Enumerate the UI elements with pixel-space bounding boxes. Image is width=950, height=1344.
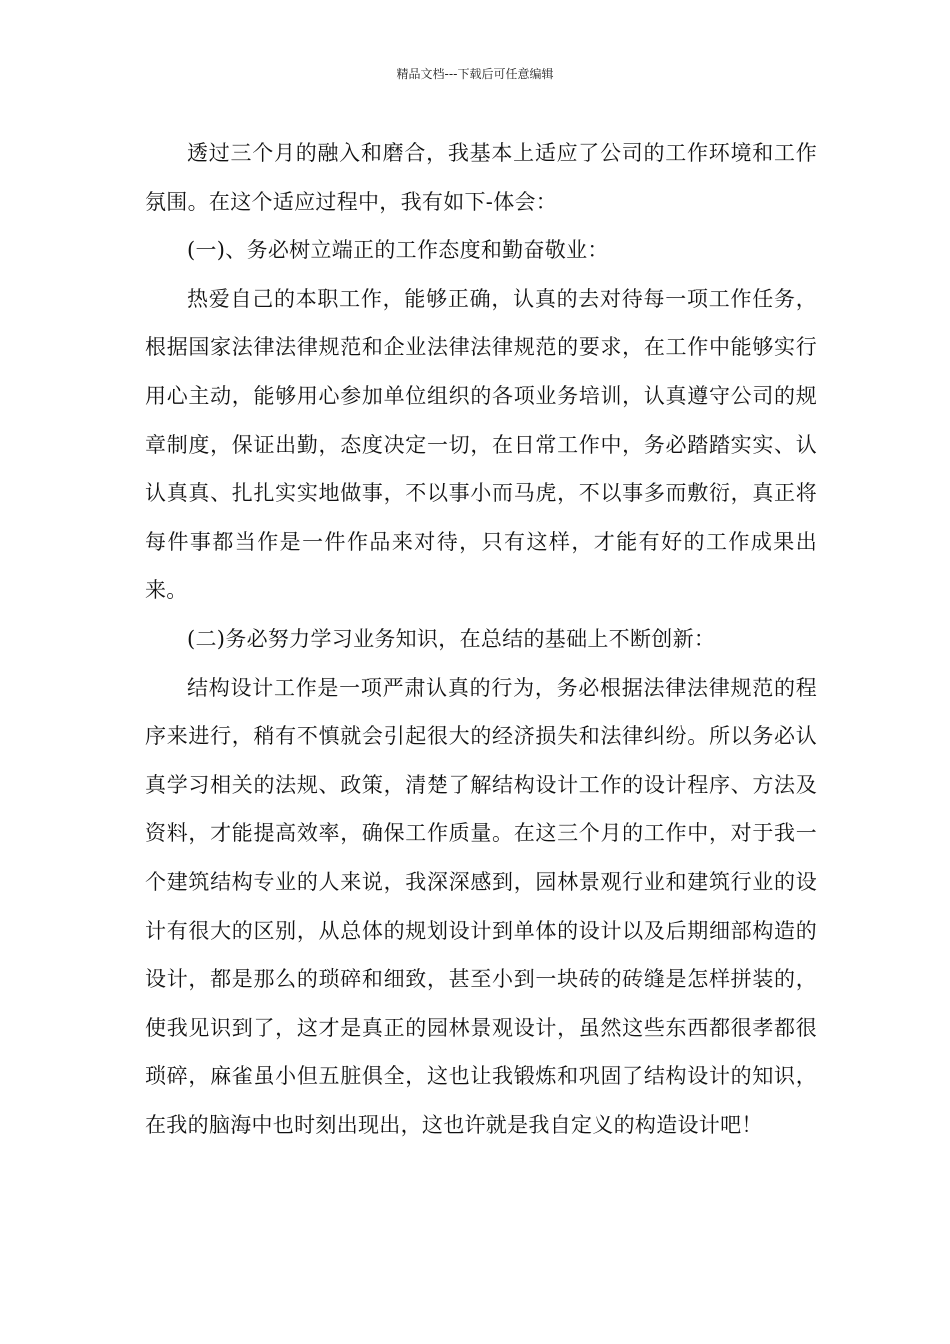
section-heading-1: (一)、务必树立端正的工作态度和勤奋敬业： — [187, 238, 609, 263]
section-heading-2: (二)务必努力学习业务知识，在总结的基础上不断创新： — [187, 626, 716, 651]
document-body — [145, 129, 817, 1149]
paragraph-intro: 透过三个月的融入和磨合，我基本上适应了公司的工作环境和工作氛围。在这个适应过程中，我有如下-体会： — [145, 141, 817, 214]
page-header: 精品文档---下载后可任意编辑 — [396, 67, 554, 81]
paragraph-work-attitude: 热爱自己的本职工作，能够正确，认真的去对待每一项工作任务，根据国家法律法律规范和企业法律法律规范的要求，在工作中能够实行用心主动，能够用心参加单位组织的各项业务培训，认真遵守公司的规章制度，保证出勤，态度决定一切，在日常工作中，务必踏踏实实、认认真真、扎扎实实地做事，不以事小而马虎，不以事多而敷衍，真正将每件事都当作是一件作品来对待，只有这样，才能有好的工作成果出来。 — [145, 286, 817, 603]
paragraph-structural-design: 结构设计工作是一项严肃认真的行为，务必根据法律法律规范的程序来进行，稍有不慎就会引起很大的经济损失和法律纠纷。所以务必认真学习相关的法规、政策，清楚了解结构设计工作的设计程序、方法及资料，才能提高效率，确保工作质量。在这三个月的工作中，对于我一个建筑结构专业的人来说，我深深感到，园林景观行业和建筑行业的设计有很大的区别，从总体的规划设计到单体的设计以及后期细部构造的设计，都是那么的琐碎和细致，甚至小到一块砖的砖缝是怎样拼装的，使我见识到了，这才是真正的园林景观设计，虽然这些东西都很孝都很琐碎，麻雀虽小但五脏俱全，这也让我锻炼和巩固了结构设计的知识，在我的脑海中也时刻出现出，这也许就是我自定义的构造设计吧！ — [145, 675, 817, 1137]
